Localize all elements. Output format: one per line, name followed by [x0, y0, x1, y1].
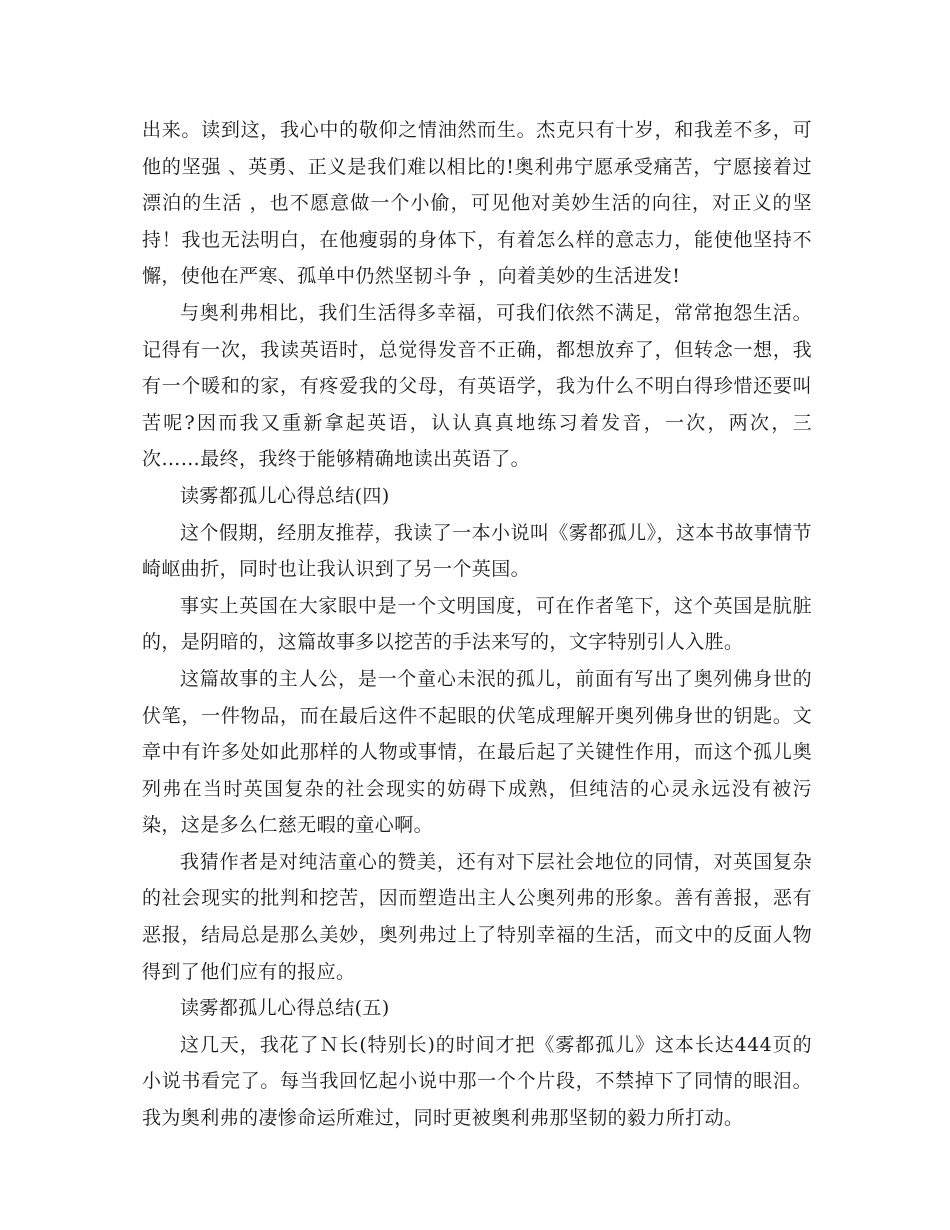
section-heading-4: 读雾都孤儿心得总结(四) — [180, 484, 390, 507]
document-body — [142, 112, 812, 1137]
paragraph: 与奥利弗相比，我们生活得多幸福，可我们依然不满足，常常抱怨生活。记得有一次，我读英语时，总觉得发音不正确，都想放弃了，但转念一想，我有一个暖和的家，有疼爱我的父母，有英语学，我为什么不明白得珍惜还要叫苦呢?因而我又重新拿起英语，认认真真地练习着发音，一次，两次，三次……最终，我终于能够精确地读出英语了。 — [142, 301, 812, 471]
section-heading-5: 读雾都孤儿心得总结(五) — [180, 997, 390, 1020]
paragraph-continuation: 出来。读到这，我心中的敬仰之情油然而生。杰克只有十岁，和我差不多，可他的坚强 、英勇、正义是我们难以相比的!奥利弗宁愿承受痛苦，宁愿接着过漂泊的生活 ，也不愿意做一个小偷，可见他对美妙生活的向往，对正义的坚持！我也无法明白，在他瘦弱的身体下，有着怎么样的意志力，能使他坚持不懈，使他在严寒、孤单中仍然坚韧斗争 ，向着美妙的生活进发! — [142, 119, 812, 288]
paragraph: 我猜作者是对纯洁童心的赞美，还有对下层社会地位的同情，对英国复杂的社会现实的批判和挖苦，因而塑造出主人公奥列弗的形象。善有善报，恶有恶报，结局总是那么美妙，奥列弗过上了特别幸福的生活，而文中的反面人物得到了他们应有的报应。 — [142, 850, 812, 983]
paragraph: 这个假期，经朋友推荐，我读了一本小说叫《雾都孤儿》，这本书故事情节崎岖曲折，同时也让我认识到了另一个英国。 — [142, 521, 812, 581]
paragraph: 这篇故事的主人公，是一个童心未泯的孤儿，前面有写出了奥列佛身世的伏笔，一件物品，而在最后这件不起眼的伏笔成理解开奥列佛身世的钥匙。文章中有许多处如此那样的人物或事情，在最后起了关键性作用，而这个孤儿奥列弗在当时英国复杂的社会现实的妨碍下成熟，但纯洁的心灵永远没有被污染，这是多么仁慈无暇的童心啊。 — [142, 667, 812, 837]
paragraph: 这几天，我花了Ｎ长(特别长)的时间才把《雾都孤儿》这本长达444页的小说书看完了。每当我回忆起小说中那一个个片段，不禁掉下了同情的眼泪。我为奥利弗的凄惨命运所难过，同时更被奥利弗那坚韧的毅力所打动。 — [142, 1033, 812, 1130]
paragraph: 事实上英国在大家眼中是一个文明国度，可在作者笔下，这个英国是肮脏的，是阴暗的，这篇故事多以挖苦的手法来写的，文字特别引人入胜。 — [142, 594, 812, 654]
